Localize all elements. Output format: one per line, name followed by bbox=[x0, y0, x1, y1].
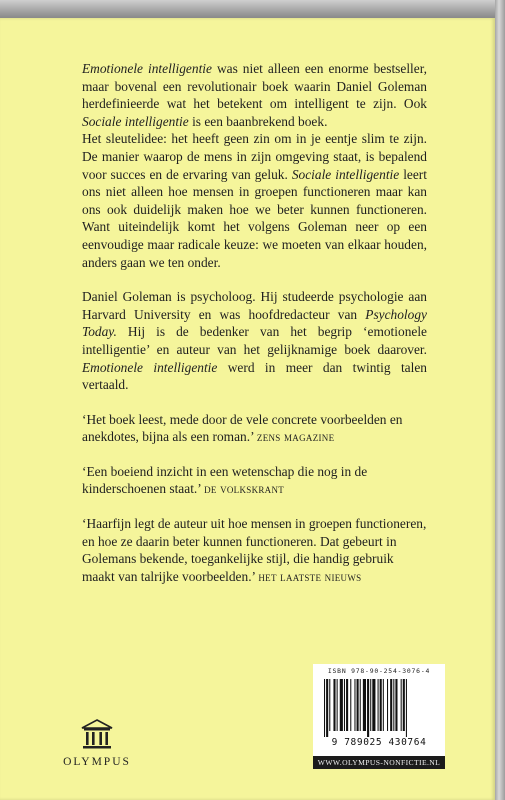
author-bio-text: Hij is de bedenker van het begrip ‘emotionele intelligentie’ en auteur van het gelijknamige boek daarover. bbox=[82, 324, 427, 357]
key-idea-paragraph bbox=[82, 130, 427, 271]
book-title-ref: Sociale intelligentie bbox=[291, 166, 400, 182]
isbn-label: ISBN 978-90-254-3076-4 bbox=[327, 667, 431, 675]
author-bio-text: werd in meer dan twintig talen vertaald. bbox=[82, 359, 427, 393]
intro-text: was niet alleen een enorme bestseller, maar bovenal een revolutionair boek waarin Daniel Goleman herdefinieerde wat het betekent om intelligent te zijn. Ook bbox=[82, 61, 427, 112]
review-quote bbox=[82, 411, 427, 447]
barcode-bar bbox=[346, 679, 348, 731]
publisher-logo bbox=[57, 718, 137, 768]
barcode-bar bbox=[378, 679, 379, 731]
review-quote bbox=[82, 515, 427, 586]
book-title-ref: Emotionele intelligentie bbox=[82, 61, 212, 76]
barcode-bar bbox=[344, 679, 345, 731]
barcode-bar bbox=[326, 679, 328, 737]
barcode-bar bbox=[383, 679, 384, 731]
barcode-bar bbox=[380, 679, 382, 731]
intro-text: is een baanbrekend boek. bbox=[188, 113, 328, 129]
barcode-bar bbox=[329, 679, 330, 731]
page-edge-right bbox=[495, 0, 505, 800]
barcode-bar bbox=[403, 679, 405, 731]
quote-text: ‘Haarfijn legt de auteur uit hoe mensen in groepen functioneren, en hoe ze daarin beter kunnen functioneren. Dat gebeurt in Golemans bekende, toegankelijke stijl, die handig gebruik maakt van talrijke voorbeelden.’ bbox=[82, 516, 427, 584]
book-title-ref: Sociale intelligentie bbox=[82, 113, 189, 129]
barcode-bar bbox=[395, 679, 397, 731]
publisher-name: OLYMPUS bbox=[63, 756, 131, 768]
intro-paragraph bbox=[82, 60, 427, 130]
quote-text: ‘Een boeiend inzicht in een wetenschap die nog in de kinderschoenen staat.’ bbox=[82, 463, 368, 497]
barcode-bar bbox=[324, 679, 325, 737]
barcode-bar bbox=[340, 679, 343, 731]
key-idea-text: Het sleutelidee: het heeft geen zin om in je eentje slim te zijn. De manier waarop de mens in zijn omgeving staat, is bepalend voor succes en de ervaring van geluk. bbox=[82, 131, 427, 182]
website-url: WWW.OLYMPUS-NONFICTIE.NL bbox=[313, 756, 445, 769]
barcode-icon bbox=[322, 679, 440, 737]
barcode-bar bbox=[406, 679, 407, 737]
book-title-ref: Emotionele intelligentie bbox=[82, 359, 218, 375]
barcode-bar bbox=[354, 679, 355, 731]
barcode-bar bbox=[387, 679, 388, 731]
barcode-bar bbox=[337, 679, 338, 731]
barcode-bar bbox=[367, 679, 369, 737]
quote-source: zens magazine bbox=[256, 430, 335, 445]
barcode-bar bbox=[401, 679, 402, 731]
barcode-bar bbox=[350, 679, 351, 731]
key-idea-text: leert ons niet alleen hoe mensen in groepen functioneren maar kan ons ook duidelijk maken hoe we beter kunnen functioneren. Want uiteindelijk komt het volgens Goleman neer op een eenvoudige maar radicale keuze: we moeten van elkaar houden, anders gaan we ten onder. bbox=[82, 166, 427, 270]
barcode-digits: 9 789025 430764 bbox=[331, 737, 427, 748]
barcode-bar bbox=[357, 679, 359, 731]
author-bio-text: Daniel Goleman is psycholoog. Hij studeerde psychologie aan Harvard University en was hoofdredacteur van bbox=[82, 289, 427, 322]
barcode-bar bbox=[393, 679, 394, 731]
magazine-title: Psychology Today. bbox=[82, 306, 427, 340]
barcode-bar bbox=[390, 679, 392, 731]
review-quote bbox=[82, 463, 427, 499]
barcode-bar bbox=[372, 679, 375, 731]
temple-icon bbox=[80, 718, 114, 752]
quote-source: het laatste nieuws bbox=[258, 569, 362, 584]
barcode-bar bbox=[333, 679, 335, 731]
quote-source: de volkskrant bbox=[204, 482, 285, 497]
quote-text: ‘Het boek leest, mede door de vele concrete voorbeelden en anekdotes, bijna als een roman.’ bbox=[82, 411, 403, 445]
barcode-bar bbox=[370, 679, 371, 731]
barcode-bar bbox=[360, 679, 361, 731]
author-bio-paragraph bbox=[82, 288, 427, 394]
blurb-text bbox=[82, 60, 427, 586]
barcode-bar bbox=[363, 679, 366, 731]
